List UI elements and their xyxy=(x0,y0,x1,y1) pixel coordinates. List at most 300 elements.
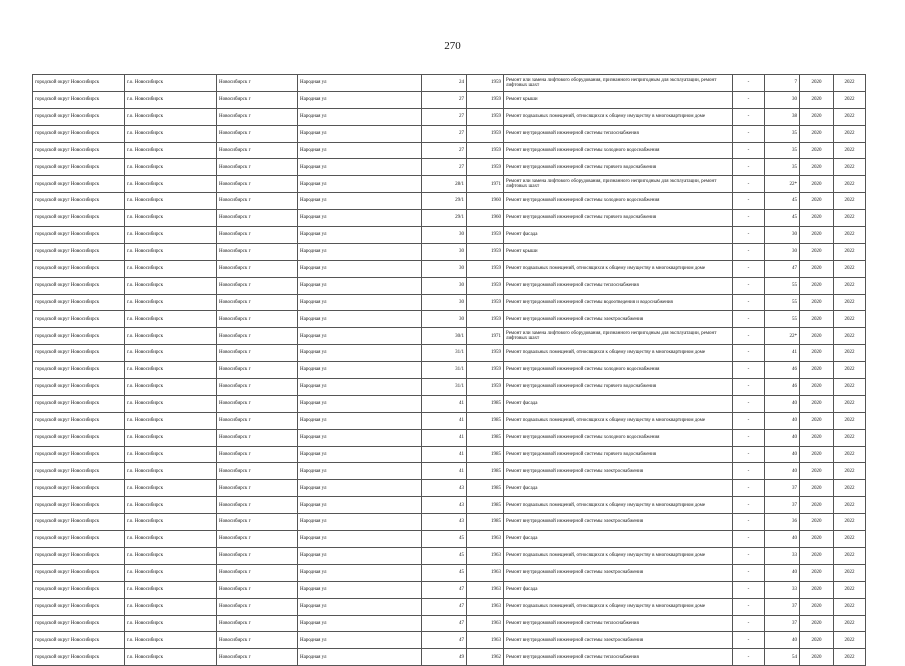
cell-district: городской округ Новосибирск xyxy=(33,395,125,412)
cell-house-number: 28/1 xyxy=(422,176,467,193)
cell-value: 35 xyxy=(765,142,800,159)
table-row xyxy=(33,615,866,632)
cell-cost: - xyxy=(733,362,765,379)
cell-build-year: 1959 xyxy=(467,345,504,362)
cell-value: 22* xyxy=(765,176,800,193)
cell-cost: - xyxy=(733,379,765,396)
table-row xyxy=(33,125,866,142)
cell-district: городской округ Новосибирск xyxy=(33,547,125,564)
cell-settlement: Новосибирск г xyxy=(217,91,298,108)
cell-build-year: 1959 xyxy=(467,362,504,379)
cell-work-type: Ремонт внутридомовой инженерной системы холодного водоснабжения xyxy=(504,193,733,210)
table-row xyxy=(33,547,866,564)
cell-build-year: 1971 xyxy=(467,176,504,193)
cell-house-number: 47 xyxy=(422,632,467,649)
table-row xyxy=(33,649,866,666)
cell-settlement: Новосибирск г xyxy=(217,142,298,159)
cell-city: г.о. Новосибирск xyxy=(125,379,217,396)
cell-city: г.о. Новосибирск xyxy=(125,463,217,480)
cell-build-year: 1971 xyxy=(467,328,504,345)
cell-street: Народная ул xyxy=(298,531,422,548)
cell-build-year: 1959 xyxy=(467,108,504,125)
cell-cost: - xyxy=(733,176,765,193)
cell-city: г.о. Новосибирск xyxy=(125,649,217,666)
cell-year-to: 2022 xyxy=(834,446,866,463)
cell-district: городской округ Новосибирск xyxy=(33,142,125,159)
cell-city: г.о. Новосибирск xyxy=(125,227,217,244)
cell-cost: - xyxy=(733,142,765,159)
cell-work-type: Ремонт фасада xyxy=(504,581,733,598)
cell-year-to: 2022 xyxy=(834,480,866,497)
cell-district: городской округ Новосибирск xyxy=(33,480,125,497)
cell-street: Народная ул xyxy=(298,497,422,514)
cell-build-year: 1963 xyxy=(467,531,504,548)
cell-city: г.о. Новосибирск xyxy=(125,260,217,277)
cell-work-type: Ремонт внутридомовой инженерной системы теплоснабжения xyxy=(504,615,733,632)
cell-value: 30 xyxy=(765,91,800,108)
cell-district: городской округ Новосибирск xyxy=(33,243,125,260)
cell-district: городской округ Новосибирск xyxy=(33,260,125,277)
cell-year-to: 2022 xyxy=(834,345,866,362)
table-row xyxy=(33,514,866,531)
cell-value: 37 xyxy=(765,615,800,632)
cell-year-to: 2022 xyxy=(834,514,866,531)
cell-year-to: 2022 xyxy=(834,176,866,193)
cell-work-type: Ремонт крыши xyxy=(504,243,733,260)
cell-work-type: Ремонт внутридомовой инженерной системы холодного водоснабжения xyxy=(504,362,733,379)
cell-house-number: 41 xyxy=(422,429,467,446)
cell-cost: - xyxy=(733,125,765,142)
cell-street: Народная ул xyxy=(298,446,422,463)
cell-value: 38 xyxy=(765,108,800,125)
cell-city: г.о. Новосибирск xyxy=(125,125,217,142)
cell-house-number: 43 xyxy=(422,480,467,497)
cell-district: городской округ Новосибирск xyxy=(33,412,125,429)
cell-district: городской округ Новосибирск xyxy=(33,581,125,598)
cell-build-year: 1959 xyxy=(467,379,504,396)
cell-value: 46 xyxy=(765,362,800,379)
cell-work-type: Ремонт внутридомовой инженерной системы электроснабжения xyxy=(504,564,733,581)
cell-house-number: 29/1 xyxy=(422,210,467,227)
cell-year-to: 2022 xyxy=(834,547,866,564)
cell-district: городской округ Новосибирск xyxy=(33,210,125,227)
cell-city: г.о. Новосибирск xyxy=(125,328,217,345)
cell-value: 37 xyxy=(765,598,800,615)
cell-city: г.о. Новосибирск xyxy=(125,547,217,564)
cell-cost: - xyxy=(733,243,765,260)
cell-value: 45 xyxy=(765,193,800,210)
cell-street: Народная ул xyxy=(298,429,422,446)
cell-house-number: 45 xyxy=(422,564,467,581)
cell-year-from: 2020 xyxy=(800,429,834,446)
cell-cost: - xyxy=(733,412,765,429)
cell-value: 41 xyxy=(765,345,800,362)
cell-settlement: Новосибирск г xyxy=(217,395,298,412)
table-row xyxy=(33,311,866,328)
cell-value: 36 xyxy=(765,514,800,531)
cell-value: 33 xyxy=(765,581,800,598)
cell-year-to: 2022 xyxy=(834,632,866,649)
cell-house-number: 49 xyxy=(422,649,467,666)
cell-year-from: 2020 xyxy=(800,446,834,463)
cell-city: г.о. Новосибирск xyxy=(125,362,217,379)
cell-settlement: Новосибирск г xyxy=(217,446,298,463)
cell-street: Народная ул xyxy=(298,395,422,412)
cell-district: городской округ Новосибирск xyxy=(33,75,125,92)
cell-settlement: Новосибирск г xyxy=(217,243,298,260)
cell-settlement: Новосибирск г xyxy=(217,514,298,531)
cell-district: городской округ Новосибирск xyxy=(33,514,125,531)
cell-work-type: Ремонт крыши xyxy=(504,91,733,108)
cell-city: г.о. Новосибирск xyxy=(125,615,217,632)
cell-street: Народная ул xyxy=(298,227,422,244)
cell-year-to: 2022 xyxy=(834,277,866,294)
cell-year-from: 2020 xyxy=(800,91,834,108)
cell-street: Народная ул xyxy=(298,328,422,345)
cell-value: 37 xyxy=(765,480,800,497)
cell-year-to: 2022 xyxy=(834,531,866,548)
cell-district: городской округ Новосибирск xyxy=(33,91,125,108)
cell-city: г.о. Новосибирск xyxy=(125,429,217,446)
cell-cost: - xyxy=(733,632,765,649)
cell-house-number: 29/1 xyxy=(422,193,467,210)
cell-value: 47 xyxy=(765,260,800,277)
cell-year-to: 2022 xyxy=(834,311,866,328)
cell-cost: - xyxy=(733,210,765,227)
cell-work-type: Ремонт фасада xyxy=(504,531,733,548)
cell-year-to: 2022 xyxy=(834,379,866,396)
table-row xyxy=(33,598,866,615)
cell-work-type: Ремонт внутридомовой инженерной системы теплоснабжения xyxy=(504,649,733,666)
cell-settlement: Новосибирск г xyxy=(217,362,298,379)
table-row xyxy=(33,564,866,581)
cell-street: Народная ул xyxy=(298,193,422,210)
cell-year-from: 2020 xyxy=(800,463,834,480)
cell-work-type: Ремонт фасада xyxy=(504,227,733,244)
cell-city: г.о. Новосибирск xyxy=(125,142,217,159)
cell-year-from: 2020 xyxy=(800,598,834,615)
cell-build-year: 1959 xyxy=(467,159,504,176)
repair-schedule-table xyxy=(32,74,866,666)
cell-settlement: Новосибирск г xyxy=(217,193,298,210)
cell-house-number: 47 xyxy=(422,598,467,615)
cell-build-year: 1985 xyxy=(467,480,504,497)
cell-year-to: 2022 xyxy=(834,193,866,210)
cell-city: г.о. Новосибирск xyxy=(125,598,217,615)
cell-year-to: 2022 xyxy=(834,463,866,480)
cell-street: Народная ул xyxy=(298,75,422,92)
cell-value: 37 xyxy=(765,497,800,514)
cell-district: городской округ Новосибирск xyxy=(33,294,125,311)
cell-year-to: 2022 xyxy=(834,395,866,412)
cell-settlement: Новосибирск г xyxy=(217,294,298,311)
cell-build-year: 1959 xyxy=(467,260,504,277)
cell-house-number: 31/1 xyxy=(422,362,467,379)
cell-street: Народная ул xyxy=(298,243,422,260)
cell-build-year: 1963 xyxy=(467,547,504,564)
cell-work-type: Ремонт подвальных помещений, относящихся к общему имуществу в многоквартирном доме xyxy=(504,260,733,277)
cell-city: г.о. Новосибирск xyxy=(125,514,217,531)
cell-value: 40 xyxy=(765,632,800,649)
cell-year-to: 2022 xyxy=(834,294,866,311)
cell-year-to: 2022 xyxy=(834,564,866,581)
cell-house-number: 41 xyxy=(422,412,467,429)
cell-work-type: Ремонт подвальных помещений, относящихся к общему имуществу в многоквартирном доме xyxy=(504,497,733,514)
cell-house-number: 47 xyxy=(422,581,467,598)
cell-work-type: Ремонт внутридомовой инженерной системы теплоснабжения xyxy=(504,125,733,142)
cell-city: г.о. Новосибирск xyxy=(125,412,217,429)
cell-settlement: Новосибирск г xyxy=(217,531,298,548)
cell-value: 40 xyxy=(765,564,800,581)
cell-street: Народная ул xyxy=(298,598,422,615)
cell-value: 7 xyxy=(765,75,800,92)
cell-street: Народная ул xyxy=(298,311,422,328)
cell-street: Народная ул xyxy=(298,615,422,632)
cell-district: городской округ Новосибирск xyxy=(33,632,125,649)
cell-house-number: 41 xyxy=(422,395,467,412)
cell-value: 40 xyxy=(765,446,800,463)
cell-settlement: Новосибирск г xyxy=(217,412,298,429)
cell-value: 40 xyxy=(765,395,800,412)
cell-city: г.о. Новосибирск xyxy=(125,497,217,514)
cell-street: Народная ул xyxy=(298,142,422,159)
cell-work-type: Ремонт внутридомовой инженерной системы электроснабжения xyxy=(504,463,733,480)
cell-work-type: Ремонт фасада xyxy=(504,480,733,497)
table-row xyxy=(33,108,866,125)
cell-cost: - xyxy=(733,277,765,294)
cell-build-year: 1985 xyxy=(467,463,504,480)
cell-cost: - xyxy=(733,91,765,108)
cell-value: 55 xyxy=(765,294,800,311)
cell-year-to: 2022 xyxy=(834,598,866,615)
cell-build-year: 1985 xyxy=(467,446,504,463)
table-row xyxy=(33,463,866,480)
cell-work-type: Ремонт внутридомовой инженерной системы холодного водоснабжения xyxy=(504,429,733,446)
cell-district: городской округ Новосибирск xyxy=(33,345,125,362)
cell-work-type: Ремонт внутридомовой инженерной системы холодного водоснабжения xyxy=(504,142,733,159)
cell-value: 46 xyxy=(765,379,800,396)
cell-settlement: Новосибирск г xyxy=(217,125,298,142)
table-row xyxy=(33,632,866,649)
cell-year-from: 2020 xyxy=(800,649,834,666)
cell-city: г.о. Новосибирск xyxy=(125,277,217,294)
cell-district: городской округ Новосибирск xyxy=(33,125,125,142)
cell-house-number: 31/1 xyxy=(422,345,467,362)
cell-work-type: Ремонт внутридомовой инженерной системы горячего водоснабжения xyxy=(504,446,733,463)
cell-settlement: Новосибирск г xyxy=(217,598,298,615)
cell-work-type: Ремонт фасада xyxy=(504,395,733,412)
cell-city: г.о. Новосибирск xyxy=(125,480,217,497)
cell-value: 55 xyxy=(765,311,800,328)
cell-street: Народная ул xyxy=(298,345,422,362)
table-row xyxy=(33,480,866,497)
cell-year-to: 2022 xyxy=(834,91,866,108)
cell-value: 45 xyxy=(765,210,800,227)
cell-house-number: 30 xyxy=(422,311,467,328)
cell-settlement: Новосибирск г xyxy=(217,564,298,581)
cell-district: городской округ Новосибирск xyxy=(33,227,125,244)
cell-house-number: 30 xyxy=(422,243,467,260)
cell-settlement: Новосибирск г xyxy=(217,581,298,598)
cell-work-type: Ремонт или замена лифтового оборудования, признанного непригодным для эксплуатации, ремонт лифтовых шахт xyxy=(504,75,733,92)
cell-year-to: 2022 xyxy=(834,497,866,514)
cell-cost: - xyxy=(733,497,765,514)
cell-house-number: 30/1 xyxy=(422,328,467,345)
cell-district: городской округ Новосибирск xyxy=(33,159,125,176)
cell-cost: - xyxy=(733,75,765,92)
cell-build-year: 1962 xyxy=(467,649,504,666)
cell-street: Народная ул xyxy=(298,632,422,649)
cell-value: 40 xyxy=(765,429,800,446)
cell-year-from: 2020 xyxy=(800,193,834,210)
cell-year-from: 2020 xyxy=(800,125,834,142)
cell-street: Народная ул xyxy=(298,480,422,497)
cell-year-to: 2022 xyxy=(834,75,866,92)
table-row xyxy=(33,260,866,277)
cell-settlement: Новосибирск г xyxy=(217,176,298,193)
cell-value: 40 xyxy=(765,463,800,480)
cell-city: г.о. Новосибирск xyxy=(125,243,217,260)
cell-district: городской округ Новосибирск xyxy=(33,497,125,514)
table-row xyxy=(33,159,866,176)
cell-value: 40 xyxy=(765,531,800,548)
cell-build-year: 1985 xyxy=(467,412,504,429)
cell-district: городской округ Новосибирск xyxy=(33,362,125,379)
cell-house-number: 24 xyxy=(422,75,467,92)
cell-house-number: 27 xyxy=(422,159,467,176)
table-row xyxy=(33,446,866,463)
cell-value: 55 xyxy=(765,277,800,294)
cell-year-from: 2020 xyxy=(800,345,834,362)
table-row xyxy=(33,210,866,227)
cell-value: 33 xyxy=(765,547,800,564)
cell-settlement: Новосибирск г xyxy=(217,480,298,497)
cell-settlement: Новосибирск г xyxy=(217,615,298,632)
cell-build-year: 1960 xyxy=(467,193,504,210)
cell-work-type: Ремонт внутридомовой инженерной системы электроснабжения xyxy=(504,514,733,531)
cell-cost: - xyxy=(733,514,765,531)
cell-street: Народная ул xyxy=(298,463,422,480)
cell-city: г.о. Новосибирск xyxy=(125,108,217,125)
cell-year-from: 2020 xyxy=(800,75,834,92)
cell-value: 35 xyxy=(765,159,800,176)
cell-settlement: Новосибирск г xyxy=(217,547,298,564)
cell-city: г.о. Новосибирск xyxy=(125,210,217,227)
cell-build-year: 1985 xyxy=(467,497,504,514)
cell-house-number: 27 xyxy=(422,142,467,159)
cell-work-type: Ремонт подвальных помещений, относящихся к общему имуществу в многоквартирном доме xyxy=(504,345,733,362)
cell-district: городской округ Новосибирск xyxy=(33,379,125,396)
cell-district: городской округ Новосибирск xyxy=(33,328,125,345)
cell-year-from: 2020 xyxy=(800,632,834,649)
cell-cost: - xyxy=(733,564,765,581)
cell-work-type: Ремонт внутридомовой инженерной системы теплоснабжения xyxy=(504,277,733,294)
cell-build-year: 1963 xyxy=(467,581,504,598)
cell-city: г.о. Новосибирск xyxy=(125,159,217,176)
table-row xyxy=(33,395,866,412)
cell-house-number: 30 xyxy=(422,260,467,277)
cell-house-number: 30 xyxy=(422,294,467,311)
cell-street: Народная ул xyxy=(298,91,422,108)
cell-district: городской округ Новосибирск xyxy=(33,429,125,446)
cell-house-number: 27 xyxy=(422,108,467,125)
cell-year-to: 2022 xyxy=(834,362,866,379)
cell-build-year: 1959 xyxy=(467,311,504,328)
cell-street: Народная ул xyxy=(298,581,422,598)
cell-year-from: 2020 xyxy=(800,159,834,176)
cell-value: 22* xyxy=(765,328,800,345)
cell-year-from: 2020 xyxy=(800,277,834,294)
cell-cost: - xyxy=(733,311,765,328)
cell-district: городской округ Новосибирск xyxy=(33,108,125,125)
table-row xyxy=(33,176,866,193)
cell-cost: - xyxy=(733,463,765,480)
cell-district: городской округ Новосибирск xyxy=(33,193,125,210)
cell-year-to: 2022 xyxy=(834,649,866,666)
cell-city: г.о. Новосибирск xyxy=(125,395,217,412)
cell-city: г.о. Новосибирск xyxy=(125,91,217,108)
cell-cost: - xyxy=(733,581,765,598)
cell-district: городской округ Новосибирск xyxy=(33,463,125,480)
table-row xyxy=(33,243,866,260)
cell-year-from: 2020 xyxy=(800,210,834,227)
cell-street: Народная ул xyxy=(298,294,422,311)
cell-settlement: Новосибирск г xyxy=(217,463,298,480)
cell-year-to: 2022 xyxy=(834,328,866,345)
cell-settlement: Новосибирск г xyxy=(217,108,298,125)
cell-year-from: 2020 xyxy=(800,260,834,277)
cell-year-from: 2020 xyxy=(800,564,834,581)
cell-street: Народная ул xyxy=(298,362,422,379)
cell-city: г.о. Новосибирск xyxy=(125,446,217,463)
page-number: 270 xyxy=(444,40,461,52)
cell-district: городской округ Новосибирск xyxy=(33,531,125,548)
table-row xyxy=(33,294,866,311)
cell-work-type: Ремонт внутридомовой инженерной системы электроснабжения xyxy=(504,632,733,649)
cell-build-year: 1985 xyxy=(467,429,504,446)
cell-year-from: 2020 xyxy=(800,547,834,564)
cell-work-type: Ремонт подвальных помещений, относящихся к общему имуществу в многоквартирном доме xyxy=(504,412,733,429)
cell-year-from: 2020 xyxy=(800,497,834,514)
cell-house-number: 31/1 xyxy=(422,379,467,396)
cell-work-type: Ремонт внутридомовой инженерной системы электроснабжения xyxy=(504,311,733,328)
cell-cost: - xyxy=(733,227,765,244)
cell-street: Народная ул xyxy=(298,547,422,564)
cell-settlement: Новосибирск г xyxy=(217,311,298,328)
cell-build-year: 1985 xyxy=(467,514,504,531)
cell-settlement: Новосибирск г xyxy=(217,379,298,396)
cell-settlement: Новосибирск г xyxy=(217,649,298,666)
cell-year-to: 2022 xyxy=(834,108,866,125)
cell-build-year: 1959 xyxy=(467,75,504,92)
cell-year-to: 2022 xyxy=(834,227,866,244)
table-row xyxy=(33,227,866,244)
cell-value: 54 xyxy=(765,649,800,666)
cell-cost: - xyxy=(733,598,765,615)
cell-cost: - xyxy=(733,108,765,125)
cell-build-year: 1985 xyxy=(467,395,504,412)
cell-district: городской округ Новосибирск xyxy=(33,277,125,294)
cell-district: городской округ Новосибирск xyxy=(33,446,125,463)
cell-street: Народная ул xyxy=(298,210,422,227)
table-row xyxy=(33,345,866,362)
cell-value: 40 xyxy=(765,412,800,429)
cell-house-number: 47 xyxy=(422,615,467,632)
cell-year-from: 2020 xyxy=(800,514,834,531)
cell-year-from: 2020 xyxy=(800,328,834,345)
cell-build-year: 1959 xyxy=(467,277,504,294)
cell-cost: - xyxy=(733,345,765,362)
